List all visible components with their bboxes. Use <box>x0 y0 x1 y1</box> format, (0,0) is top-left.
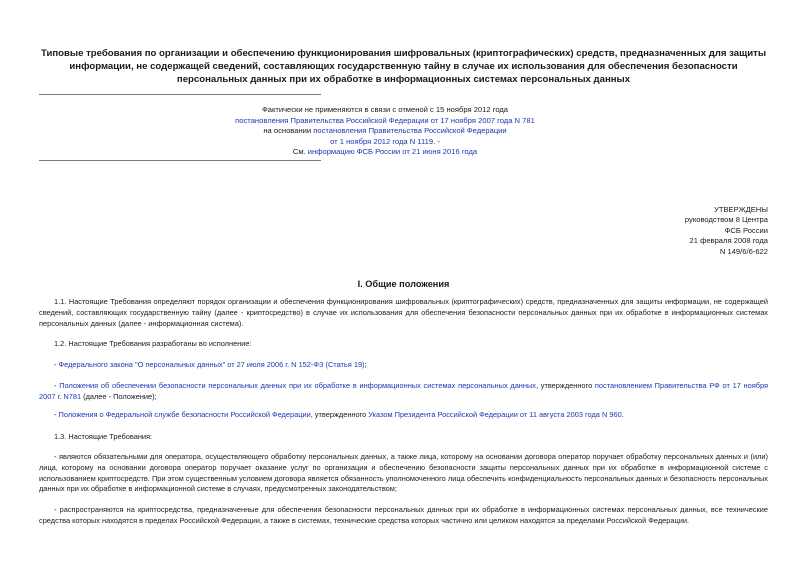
note-line-5: См. информацию ФСБ России от 21 июня 2016 года <box>292 147 478 157</box>
approved-line-3: 21 февраля 2008 года <box>689 236 768 246</box>
divider-top <box>39 94 321 95</box>
approval-block <box>568 205 768 257</box>
approved-line-2: ФСБ России <box>724 225 768 235</box>
list-item-federal-law: - Федерального закона "О персональных данных" от 27 июля 2006 г. N 152-ФЗ (Статья 19); <box>54 360 367 369</box>
note-line-4: от 1 ноября 2012 года N 1119. - <box>330 136 440 146</box>
link-presidential-decree-960[interactable]: Указом Президента Российской Федерации от 11 августа 2003 года N 960 <box>368 410 622 419</box>
document-title: Типовые требования по организации и обеспечению функционирования шифровальных (криптографических) средств, предназначенных для защиты информации, не содержащей сведений, составляющих государственную тайну в случае их использования для обеспечения безопасности персональных данных при их обработке в информационных системах персональных данных <box>40 48 767 85</box>
link-fsb-regulation[interactable]: Положения о Федеральной службе безопасности Российской Федерации <box>58 410 311 419</box>
approved-heading: УТВЕРЖДЕНЫ <box>714 205 768 214</box>
section-heading: I. Общие положения <box>357 279 450 289</box>
link-federal-law-152[interactable]: Федерального закона "О персональных данных" от 27 июля 2006 г. N 152-ФЗ (Статья 19) <box>58 360 365 369</box>
validity-note <box>160 105 610 158</box>
link-fsb-info[interactable]: информацию ФСБ России от 21 июня 2016 года <box>307 147 478 157</box>
note-line-2 <box>160 116 610 127</box>
link-decree-1119[interactable]: от 1 ноября 2012 года N 1119 <box>330 136 434 146</box>
list-item-scope: - распространяются на криптосредства, предназначенные для обеспечения безопасности персональных данных при их обработке в информационных системах персональных данных, все технические средства которых находятся в пределах Российской Федерации, а также в системах, технические средства которых частично или целиком находятся за пределами Российской Федерации. <box>39 505 768 525</box>
link-decree-781[interactable]: постановления Правительства Российской Федерации от 17 ноября 2007 года N 781 <box>235 115 535 125</box>
link-regulation-pd[interactable]: Положения об обеспечении безопасности персональных данных при их обработке в информационных системах персональных данных <box>59 381 536 390</box>
approved-line-4: N 149/6/6-622 <box>719 246 768 256</box>
list-item-regulation: - Положения об обеспечении безопасности персональных данных при их обработке в информационных системах персональных данных, утвержденного постановлением Правительства РФ от 17 ноября 2007 г. N781 (далее - Положение); <box>39 381 768 401</box>
paragraph-1-3: 1.3. Настоящие Требования: <box>54 432 153 441</box>
list-item-fsb-regulation: - Положения о Федеральной службе безопасности Российской Федерации, утвержденного Указом Президента Российской Федерации от 11 августа 2003 года N 960. <box>54 410 624 419</box>
paragraph-1-2: 1.2. Настоящие Требования разработаны во исполнение: <box>54 339 252 348</box>
link-government-decree-781[interactable]: постановлением Правительства РФ от 17 ноября 2007 г. N781 <box>39 381 768 401</box>
approved-line-1: руководством 8 Центра <box>684 215 768 225</box>
paragraph-1-1: 1.1. Настоящие Требования определяют порядок организации и обеспечения функционирования шифровальных (криптографических) средств, предназначенных для защиты информации, не содержащей сведений, составляющих государственную тайну (далее - криптосредство) в случае их использования для обеспечения безопасности персональных данных при их обработке в информационных системах персональных данных (далее - информационная система). <box>39 297 768 328</box>
link-government-decree[interactable]: постановления Правительства Российской Федерации <box>313 126 507 136</box>
divider-bottom <box>39 160 321 161</box>
note-line-1: Фактически не применяются в связи с отменой с 15 ноября 2012 года <box>261 105 509 114</box>
note-line-3: на основании постановления Правительства Российской Федерации <box>263 126 507 136</box>
list-item-obligations: - являются обязательными для оператора, осуществляющего обработку персональных данных, а также лица, которому на основании договора оператор поручает обработку персональных данных и (или) лица, которому на основании договора оператор поручает оказание услуг по организации и обеспечению безопасности защиты персональных данных при их обработке в информационной системе с использованием криптосредств. При этом существенным условием договора является обязанность уполномоченного лица обеспечить конфиденциальность персональных данных и безопасность персональных данных при их обработке в информационной системе в случаях, предусмотренных законодательством; <box>39 452 768 494</box>
